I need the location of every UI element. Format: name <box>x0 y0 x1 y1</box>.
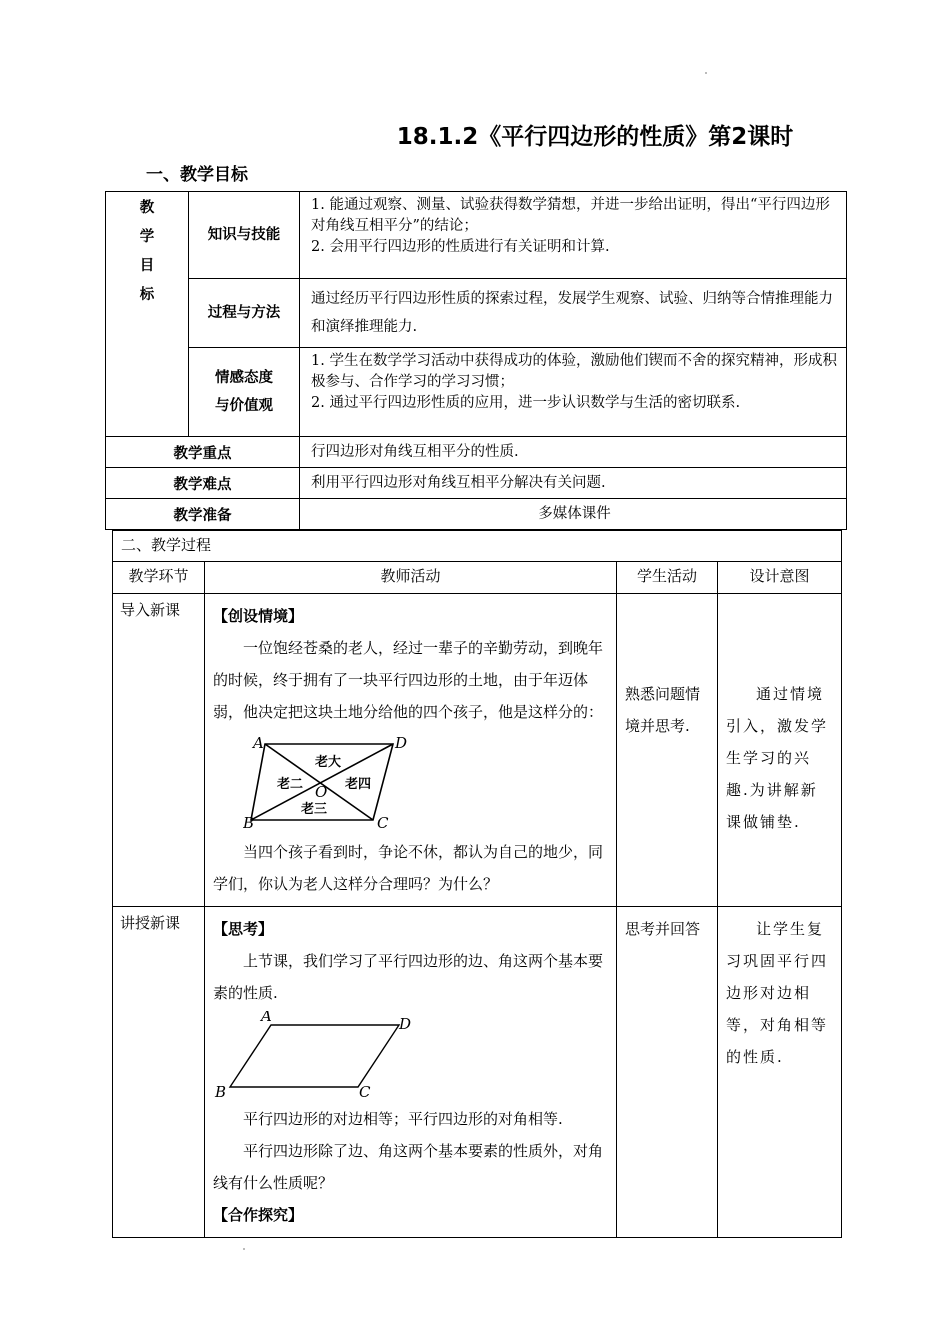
process-section-title: 二、教学过程 <box>113 531 842 562</box>
point-label-d: D <box>395 734 408 752</box>
header-stage: 教学环节 <box>113 562 205 594</box>
stage-intro: 导入新课 <box>113 594 205 907</box>
region-label-2: 老二 <box>277 777 304 792</box>
key-point-label: 教学重点 <box>106 437 300 468</box>
preparation-text: 多媒体课件 <box>300 499 847 530</box>
paragraph: 平行四边形的对边相等；平行四边形的对角相等. <box>243 1110 563 1128</box>
key-point-text: 行四边形对角线互相平分的性质. <box>300 437 847 468</box>
document-title: 18.1.2《平行四边形的性质》第2课时 <box>396 124 794 150</box>
difficulty-label: 教学难点 <box>106 468 300 499</box>
point-label-a: A <box>253 734 264 752</box>
point-label-b: B <box>215 1083 227 1101</box>
section-heading-goals: 一、教学目标 <box>146 165 248 185</box>
goal-label-emotion: 情感态度 与价值观 <box>189 348 300 437</box>
teacher-activity-intro <box>205 594 617 907</box>
point-label-c: C <box>359 1083 371 1101</box>
region-label-4: 老四 <box>345 777 372 792</box>
goals-vertical-label: 教 学 目 标 <box>106 192 189 437</box>
point-label-b: B <box>243 814 255 832</box>
parallelogram-outline <box>230 1025 399 1087</box>
paragraph: 当四个孩子看到时，争论不休，都认为自己的地少，同学们，你认为老人这样分合理吗？为什么？ <box>213 843 604 893</box>
point-label-a: A <box>261 1011 272 1025</box>
header-intent: 设计意图 <box>718 562 842 594</box>
header-teacher: 教师活动 <box>205 562 617 594</box>
design-intent-new: 让学生复习巩固平行四边形对边相等，对角相等的性质. <box>718 907 842 1238</box>
goal-content-process: 通过经历平行四边形性质的探索过程，发展学生观察、试验、归纳等合情推理能力和演绎推理能力. <box>300 279 847 348</box>
region-label-1: 老大 <box>315 755 342 770</box>
preparation-label: 教学准备 <box>106 499 300 530</box>
goal-label-process: 过程与方法 <box>189 279 300 348</box>
design-intent-intro: 通过情境引入，激发学生学习的兴趣.为讲解新课做铺垫. <box>718 594 842 907</box>
goals-table <box>105 191 847 530</box>
bracket-heading: 【思考】 <box>213 920 274 938</box>
student-activity-intro: 熟悉问题情境并思考. <box>617 594 718 907</box>
teacher-activity-new <box>205 907 617 1238</box>
table-row <box>113 594 842 907</box>
point-label-d: D <box>399 1015 412 1033</box>
bracket-heading: 【合作探究】 <box>213 1206 304 1224</box>
goal-content-knowledge: 1. 能通过观察、测量、试验获得数学猜想，并进一步给出证明，得出“平行四边形对角线互相平分”的结论； 2. 会用平行四边形的性质进行有关证明和计算. <box>300 192 847 279</box>
region-label-3: 老三 <box>301 802 328 817</box>
paragraph: 平行四边形除了边、角这两个基本要素的性质外，对角线有什么性质呢？ <box>213 1142 604 1192</box>
paragraph: 一位饱经苍桑的老人，经过一辈子的辛勤劳动，到晚年的时候，终于拥有了一块平行四边形的土地，由于年迈体弱，他决定把这块土地分给他的四个孩子，他是这样分的： <box>213 639 604 721</box>
point-label-o: O <box>315 783 328 801</box>
land-division-figure <box>243 732 413 832</box>
student-activity-new: 思考并回答 <box>617 907 718 1238</box>
parallelogram-figure <box>213 1011 423 1101</box>
stage-new-lesson: 讲授新课 <box>113 907 205 1238</box>
header-student: 学生活动 <box>617 562 718 594</box>
point-label-c: C <box>377 814 389 832</box>
process-table <box>112 530 842 1238</box>
table-row <box>113 907 842 1238</box>
scan-dot <box>243 1248 245 1250</box>
paragraph: 上节课，我们学习了平行四边形的边、角这两个基本要素的性质. <box>213 952 604 1002</box>
goal-content-emotion: 1. 学生在数学学习活动中获得成功的体验，激励他们锲而不舍的探究精神，形成积极参与、合作学习的学习习惯； 2. 通过平行四边形性质的应用，进一步认识数学与生活的密切联系. <box>300 348 847 437</box>
bracket-heading: 【创设情境】 <box>213 607 304 625</box>
scan-dot <box>705 72 707 74</box>
goal-label-knowledge: 知识与技能 <box>189 192 300 279</box>
difficulty-text: 利用平行四边形对角线互相平分解决有关问题. <box>300 468 847 499</box>
